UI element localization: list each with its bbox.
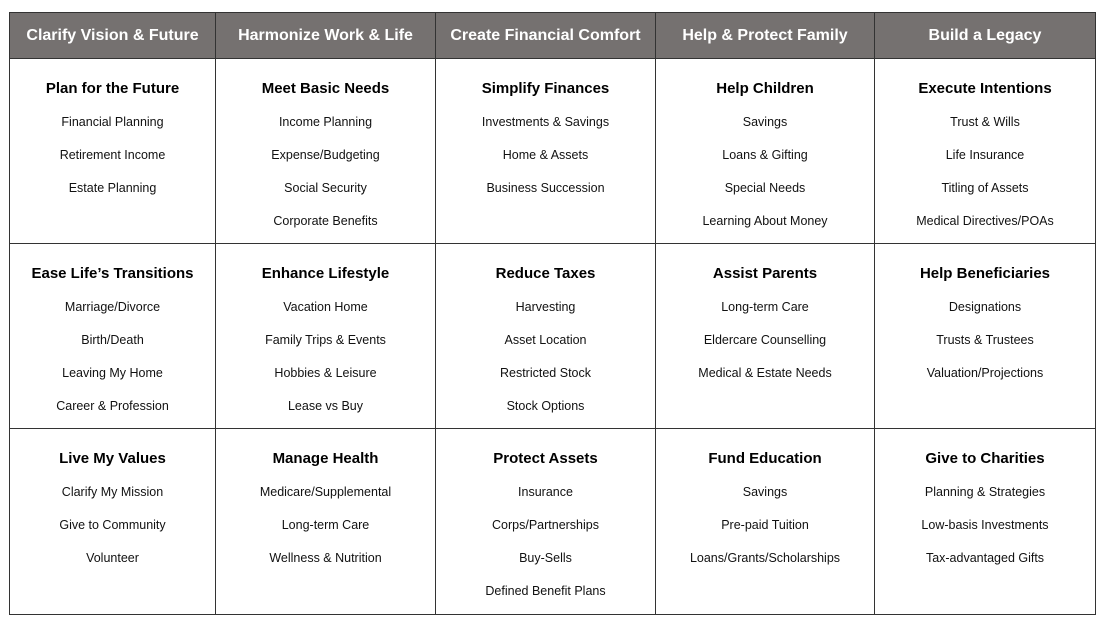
- category-title: Manage Health: [272, 450, 379, 467]
- category-cell: [10, 429, 216, 614]
- category-item: Learning About Money: [702, 214, 828, 228]
- category-title: Execute Intentions: [918, 80, 1052, 97]
- category-item: Volunteer: [86, 551, 139, 565]
- category-item: Financial Planning: [61, 115, 164, 129]
- category-item: Give to Community: [59, 518, 166, 532]
- category-title: Reduce Taxes: [495, 265, 596, 282]
- category-item: Business Succession: [486, 181, 605, 195]
- category-item: Valuation/Projections: [926, 366, 1044, 380]
- category-item: Marriage/Divorce: [64, 300, 161, 314]
- category-cell: [656, 59, 875, 244]
- category-item: Income Planning: [278, 115, 373, 129]
- category-item: Leaving My Home: [62, 366, 163, 380]
- category-item: Low-basis Investments: [921, 518, 1049, 532]
- category-item: Long-term Care: [281, 518, 370, 532]
- category-item: Medical Directives/POAs: [916, 214, 1054, 228]
- category-item: Loans & Gifting: [722, 148, 808, 162]
- category-item: Trust & Wills: [950, 115, 1020, 129]
- category-cell: [436, 59, 656, 244]
- category-item: Lease vs Buy: [287, 399, 364, 413]
- category-item: Planning & Strategies: [924, 485, 1046, 499]
- category-cell: [875, 429, 1095, 614]
- category-item: Eldercare Counselling: [703, 333, 827, 347]
- category-item: Savings: [742, 485, 788, 499]
- column-header: Harmonize Work & Life: [216, 13, 436, 59]
- category-cell: [216, 244, 436, 429]
- category-title: Live My Values: [59, 450, 166, 467]
- category-cell: [10, 244, 216, 429]
- category-title: Fund Education: [708, 450, 822, 467]
- category-item: Restricted Stock: [499, 366, 591, 380]
- category-item: Medical & Estate Needs: [698, 366, 832, 380]
- category-item: Asset Location: [504, 333, 587, 347]
- column-header: Clarify Vision & Future: [10, 13, 216, 59]
- category-title: Help Children: [716, 80, 814, 97]
- category-item: Harvesting: [515, 300, 576, 314]
- category-item: Family Trips & Events: [265, 333, 386, 347]
- category-item: Wellness & Nutrition: [269, 551, 382, 565]
- category-cell: [656, 429, 875, 614]
- category-cell: [436, 244, 656, 429]
- category-item: Stock Options: [506, 399, 585, 413]
- category-cell: [656, 244, 875, 429]
- category-title: Meet Basic Needs: [261, 80, 390, 97]
- category-item: Corporate Benefits: [273, 214, 378, 228]
- category-item: Investments & Savings: [481, 115, 610, 129]
- category-item: Pre-paid Tuition: [721, 518, 809, 532]
- category-item: Long-term Care: [721, 300, 809, 314]
- category-title: Protect Assets: [493, 450, 598, 467]
- category-title: Simplify Finances: [481, 80, 610, 97]
- category-item: Home & Assets: [502, 148, 589, 162]
- category-title: Ease Life’s Transitions: [31, 265, 194, 282]
- category-item: Savings: [742, 115, 788, 129]
- category-item: Tax-advantaged Gifts: [925, 551, 1045, 565]
- category-item: Loans/Grants/Scholarships: [689, 551, 841, 565]
- category-item: Special Needs: [724, 181, 806, 195]
- category-item: Buy-Sells: [519, 551, 572, 565]
- category-title: Help Beneficiaries: [919, 265, 1051, 282]
- category-item: Life Insurance: [945, 148, 1025, 162]
- category-cell: [216, 429, 436, 614]
- category-title: Plan for the Future: [45, 80, 180, 97]
- category-item: Estate Planning: [68, 181, 157, 195]
- category-cell: [875, 59, 1095, 244]
- category-cell: [875, 244, 1095, 429]
- category-item: Career & Profession: [56, 399, 169, 413]
- category-cell: [216, 59, 436, 244]
- category-title: Give to Charities: [925, 450, 1045, 467]
- category-title: Assist Parents: [712, 265, 818, 282]
- category-item: Social Security: [284, 181, 367, 195]
- category-item: Hobbies & Leisure: [274, 366, 377, 380]
- column-header: Create Financial Comfort: [436, 13, 656, 59]
- category-item: Defined Benefit Plans: [485, 584, 606, 598]
- category-item: Trusts & Trustees: [936, 333, 1034, 347]
- category-item: Expense/Budgeting: [271, 148, 380, 162]
- column-header: Build a Legacy: [875, 13, 1095, 59]
- planning-matrix: [9, 12, 1096, 615]
- category-item: Corps/Partnerships: [492, 518, 599, 532]
- category-item: Birth/Death: [81, 333, 144, 347]
- category-item: Designations: [948, 300, 1022, 314]
- category-title: Enhance Lifestyle: [261, 265, 390, 282]
- category-item: Insurance: [518, 485, 573, 499]
- category-cell: [436, 429, 656, 614]
- category-item: Retirement Income: [59, 148, 166, 162]
- category-item: Vacation Home: [283, 300, 368, 314]
- category-item: Medicare/Supplemental: [259, 485, 392, 499]
- category-cell: [10, 59, 216, 244]
- category-item: Clarify My Mission: [61, 485, 164, 499]
- category-item: Titling of Assets: [941, 181, 1029, 195]
- column-header: Help & Protect Family: [656, 13, 875, 59]
